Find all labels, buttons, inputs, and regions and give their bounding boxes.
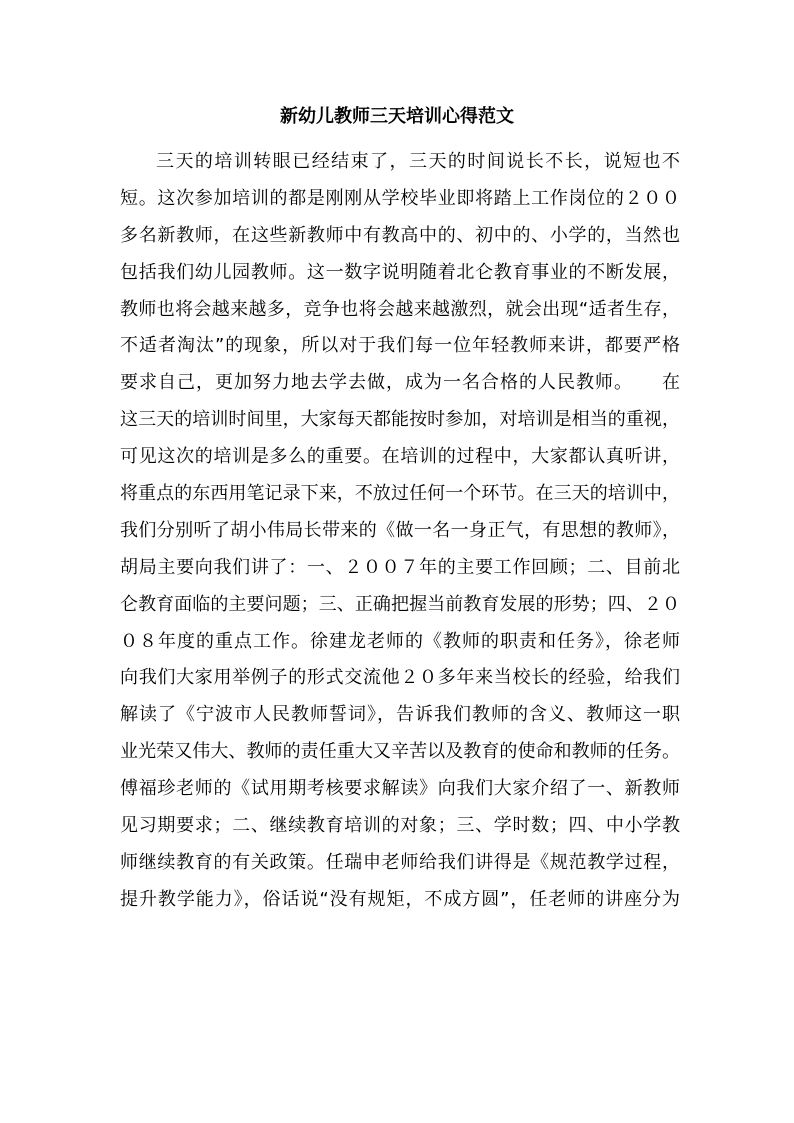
document-title: 新幼儿教师三天培训心得范文: [280, 106, 514, 127]
body-line: 这三天的培训时间里，大家每天都能按时参加，对培训是相当的重视，: [120, 409, 680, 431]
body-line: 仑教育面临的主要问题；三、正确把握当前教育发展的形势；四、２０: [120, 593, 680, 615]
body-line: 师继续教育的有关政策。任瑞申老师给我们讲得是《规范教学过程，: [120, 851, 680, 873]
body-line: 解读了《宁波市人民教师誓词》，告诉我们教师的含义、教师这一职: [120, 704, 680, 726]
body-line: 要求自己，更加努力地去学去做，成为一名合格的人民教师。 在: [120, 372, 680, 394]
body-line: 业光荣又伟大、教师的责任重大又辛苦以及教育的使命和教师的任务。: [120, 741, 680, 763]
body-line: 将重点的东西用笔记录下来，不放过任何一个环节。在三天的培训中，: [120, 483, 680, 505]
document-body: [120, 144, 680, 919]
body-line: 傅福珍老师的《试用期考核要求解读》向我们大家介绍了一、新教师: [120, 778, 680, 800]
body-line: 向我们大家用举例子的形式交流他２０多年来当校长的经验，给我们: [120, 667, 680, 689]
body-line: 不适者淘汰”的现象，所以对于我们每一位年轻教师来讲，都要严格: [120, 335, 680, 357]
body-line: 提升教学能力》，俗话说“没有规矩，不成方圆”，任老师的讲座分为: [120, 888, 680, 910]
body-line: 我们分别听了胡小伟局长带来的《做一名一身正气，有思想的教师》，: [120, 519, 680, 541]
body-line: 三天的培训转眼已经结束了，三天的时间说长不长，说短也不: [156, 151, 680, 172]
body-line: 短。这次参加培训的都是刚刚从学校毕业即将踏上工作岗位的２００: [120, 187, 680, 209]
body-line: ０８年度的重点工作。徐建龙老师的《教师的职责和任务》，徐老师: [120, 630, 680, 652]
body-line: 见习期要求；二、继续教育培训的对象；三、学时数；四、中小学教: [120, 815, 680, 837]
body-line: 多名新教师，在这些新教师中有教高中的、初中的、小学的，当然也: [120, 224, 680, 246]
body-line: 胡局主要向我们讲了：一、２００７年的主要工作回顾；二、目前北: [120, 556, 680, 578]
body-line: 包括我们幼儿园教师。这一数字说明随着北仑教育事业的不断发展，: [120, 261, 680, 283]
body-line: 教师也将会越来越多，竞争也将会越来越激烈，就会出现“适者生存，: [120, 298, 680, 320]
body-line: 可见这次的培训是多么的重要。在培训的过程中，大家都认真听讲，: [120, 446, 680, 468]
